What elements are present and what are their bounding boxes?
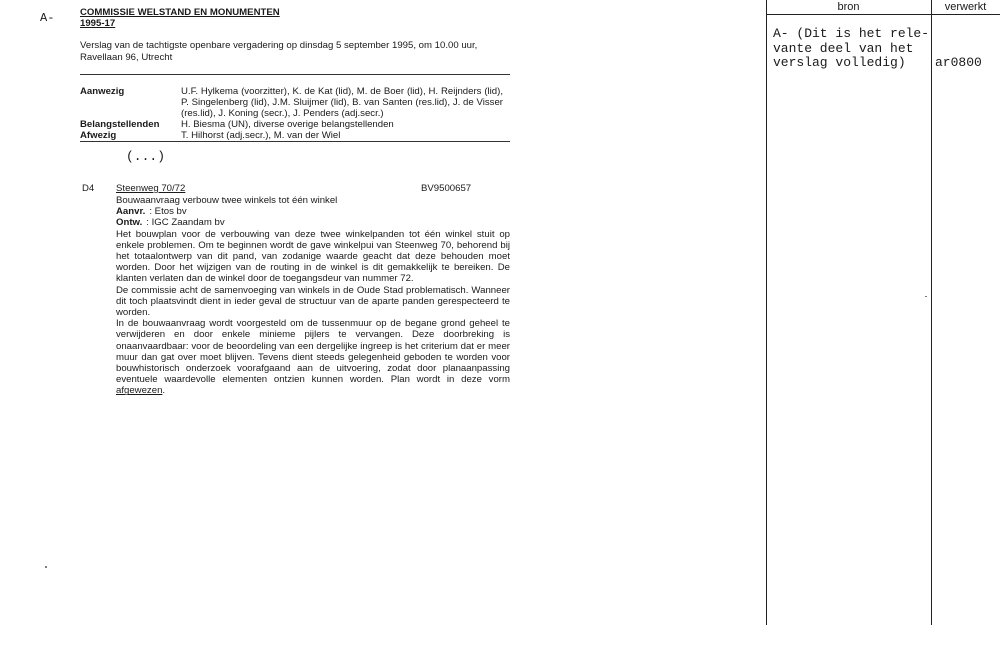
agenda-item-reference: BV9500657 [421, 183, 472, 194]
column-header-verwerkt: verwerkt [944, 1, 987, 13]
scan-speck [45, 566, 47, 568]
divider [80, 141, 510, 142]
verdict: afgewezen [116, 385, 163, 397]
item-description: Bouwaanvraag verbouw twee winkels tot één winkel [116, 195, 338, 206]
applicant-row [116, 206, 510, 217]
designer-row [116, 217, 510, 228]
table-header-rule [766, 14, 1000, 15]
agenda-item-address: Steenweg 70/72 [116, 183, 186, 194]
table-border-middle [931, 0, 932, 625]
designer-value: : IGC Zaandam bv [146, 217, 225, 229]
paragraph: Het bouwplan voor de verbouwing van deze twee winkelpanden tot één winkel stuit op enkele problemen. Om te beginnen wordt de gave winkelpui van Steenweg 70, behorend bij het totaalontwerp van dit pand, van zodanige waarde geacht dat deze behouden moet worden. Door het wijzigen van de routing in de winkel is dit gemakkelijk te bereiken. De klanten verlaten dan de winkel door de toegangsdeur van nummer 72. [116, 228, 510, 285]
meeting-intro [80, 40, 510, 64]
attendance-label-present: Aanwezig [80, 86, 125, 97]
designer-label: Ontw. [116, 217, 143, 229]
bron-note: A- (Dit is het rele- vante deel van het verslag volledig) [773, 26, 930, 70]
intro-line: Verslag van de tachtigste openbare vergadering op dinsdag 5 september 1995, om 10.00 uur, [80, 40, 478, 51]
omission-marker: (...) [126, 149, 166, 164]
agenda-item-code: D4 [82, 183, 95, 194]
column-header-bron: bron [837, 1, 860, 13]
paragraph: De commissie acht de samenvoeging van winkels in de Oude Stad problematisch. Wanneer dit toch plaatsvindt dient in ieder geval de structuur van de aparte panden gerespecteerd te worden. [116, 284, 510, 319]
attendance-value-interested: H. Biesma (UN), diverse overige belangstellenden [181, 119, 394, 130]
attendance-label-absent: Afwezig [80, 130, 117, 141]
applicant-label: Aanvr. [116, 206, 146, 218]
verwerkt-value: ar0800 [935, 55, 982, 70]
intro-line: Ravellaan 96, Utrecht [80, 52, 173, 63]
applicant-value: : Etos bv [149, 206, 187, 218]
verdict-period: . [162, 385, 166, 397]
margin-mark: A- [40, 11, 55, 25]
document-subtitle: 1995-17 [80, 18, 116, 29]
paragraph-final [116, 318, 510, 396]
attendance-value-absent: T. Hilhorst (adj.secr.), M. van der Wiel [181, 130, 341, 141]
scan-speck [925, 296, 927, 297]
agenda-item-body [116, 195, 510, 397]
table-border-left [766, 0, 767, 625]
attendance-label-interested: Belangstellenden [80, 119, 160, 130]
document-title: COMMISSIE WELSTAND EN MONUMENTEN [80, 7, 280, 18]
divider [80, 74, 510, 75]
paragraph-text: In de bouwaanvraag wordt voorgesteld om de tussenmuur op de begane grond geheel te verwijderen en door enkele minieme pijlers te vervangen. Deze doorbreking is onaanvaardbaar: voor de beoordeling van een dergelijke ingreep is het criterium dat er meer muur dan gat over moet blijven. Tevens dient steeds gelegenheid geboden te worden voor bouwhistorisch onderzoek voorafgaand aan de uitvoering, zodat door planaanpassing eventuele waardevolle elementen ontzien kunnen worden. Plan wordt in deze vorm [116, 318, 510, 386]
attendance-value-present: U.F. Hylkema (voorzitter), K. de Kat (lid), M. de Boer (lid), H. Reijnders (lid), P. Singelenberg (lid), J.M. Sluijmer (lid), B. van Santen (res.lid), J. de Visser (res.lid), J. Koning (secr.), J. Penders (adj.secr.) [181, 86, 503, 119]
